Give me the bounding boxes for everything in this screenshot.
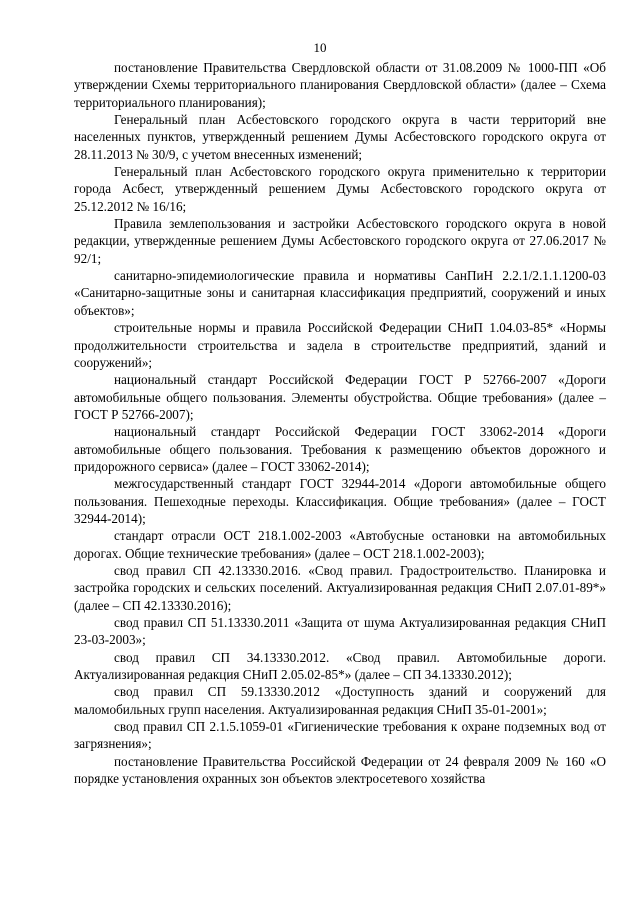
paragraph-general-plan-asbest-city: Генеральный план Асбестовского городского округа применительно к территории города Асбест, утвержденный решением Думы Асбестовского городского округа от 25.12.2012 № 16/16; — [74, 164, 606, 214]
document-body — [74, 59, 606, 787]
paragraph-sp-51-13330-2011: свод правил СП 51.13330.2011 «Защита от шума Актуализированная редакция СНиП 23-03-2003»; — [74, 615, 606, 648]
paragraph-snip-1-04-03-85: строительные нормы и правила Российской Федерации СНиП 1.04.03-85* «Нормы продолжительности строительства и задела в строительстве предприятий, зданий и сооружений»; — [74, 320, 606, 370]
paragraph-gost-r-52766-2007: национальный стандарт Российской Федерации ГОСТ Р 52766-2007 «Дороги автомобильные общего пользования. Элементы обустройства. Общие требования» (далее – ГОСТ Р 52766-2007); — [74, 372, 606, 422]
paragraph-sp-42-13330-2016: свод правил СП 42.13330.2016. «Свод правил. Градостроительство. Планировка и застройка городских и сельских поселений. Актуализированная редакция СНиП 2.07.01-89*» (далее – СП 42.13330.2016); — [74, 562, 606, 613]
paragraph-sp-2-1-5-1059-01: свод правил СП 2.1.5.1059-01 «Гигиенические требования к охране подземных вод от загрязнения»; — [74, 719, 606, 752]
paragraph-sp-34-13330-2012: свод правил СП 34.13330.2012. «Свод правил. Автомобильные дороги. Актуализированная редакция СНиП 2.05.02-85*» (далее – СП 34.13330.2012); — [74, 649, 606, 683]
paragraph-scheme-territorial-planning: постановление Правительства Свердловской области от 31.08.2009 № 1000-ПП «Об утверждении Схемы территориального планирования Свердловской области» (далее – Схема территориального планирования); — [74, 60, 606, 110]
paragraph-land-use-rules: Правила землепользования и застройки Асбестовского городского округа в новой редакции, утвержденные решением Думы Асбестовского городского округа от 27.06.2017 № 92/1; — [74, 216, 606, 266]
paragraph-sanpin: санитарно-эпидемиологические правила и нормативы СанПиН 2.2.1/2.1.1.1200-03 «Санитарно-защитные зоны и санитарная классификация предприятий, сооружений и иных объектов»; — [74, 268, 606, 318]
paragraph-sp-59-13330-2012: свод правил СП 59.13330.2012 «Доступность зданий и сооружений для маломобильных групп населения. Актуализированная редакция СНиП 35-01-2001»; — [74, 684, 606, 717]
paragraph-general-plan-outside-settlements: Генеральный план Асбестовского городского округа в части территорий вне населенных пунктов, утвержденный решением Думы Асбестовского городского округа от 28.11.2013 № 30/9, с учетом внесенных изменений; — [74, 112, 606, 162]
paragraph-resolution-160: постановление Правительства Российской Федерации от 24 февраля 2009 № 160 «О порядке установления охранных зон объектов электросетевого хозяйства — [74, 753, 606, 787]
paragraph-ost-218-1-002-2003: стандарт отрасли ОСТ 218.1.002-2003 «Автобусные остановки на автомобильных дорогах. Общие технические требования» (далее – ОСТ 218.1.002-2003); — [74, 528, 606, 561]
paragraph-gost-33062-2014: национальный стандарт Российской Федерации ГОСТ 33062-2014 «Дороги автомобильные общего пользования. Требования к размещению объектов дорожного и придорожного сервиса» (далее – ГОСТ 33062-2014); — [74, 424, 606, 474]
page-number: 10 — [313, 40, 327, 55]
paragraph-gost-32944-2014: межгосударственный стандарт ГОСТ 32944-2014 «Дороги автомобильные общего пользования. Пешеходные переходы. Классификация. Общие требования» (далее – ГОСТ 32944-2014); — [74, 476, 606, 526]
